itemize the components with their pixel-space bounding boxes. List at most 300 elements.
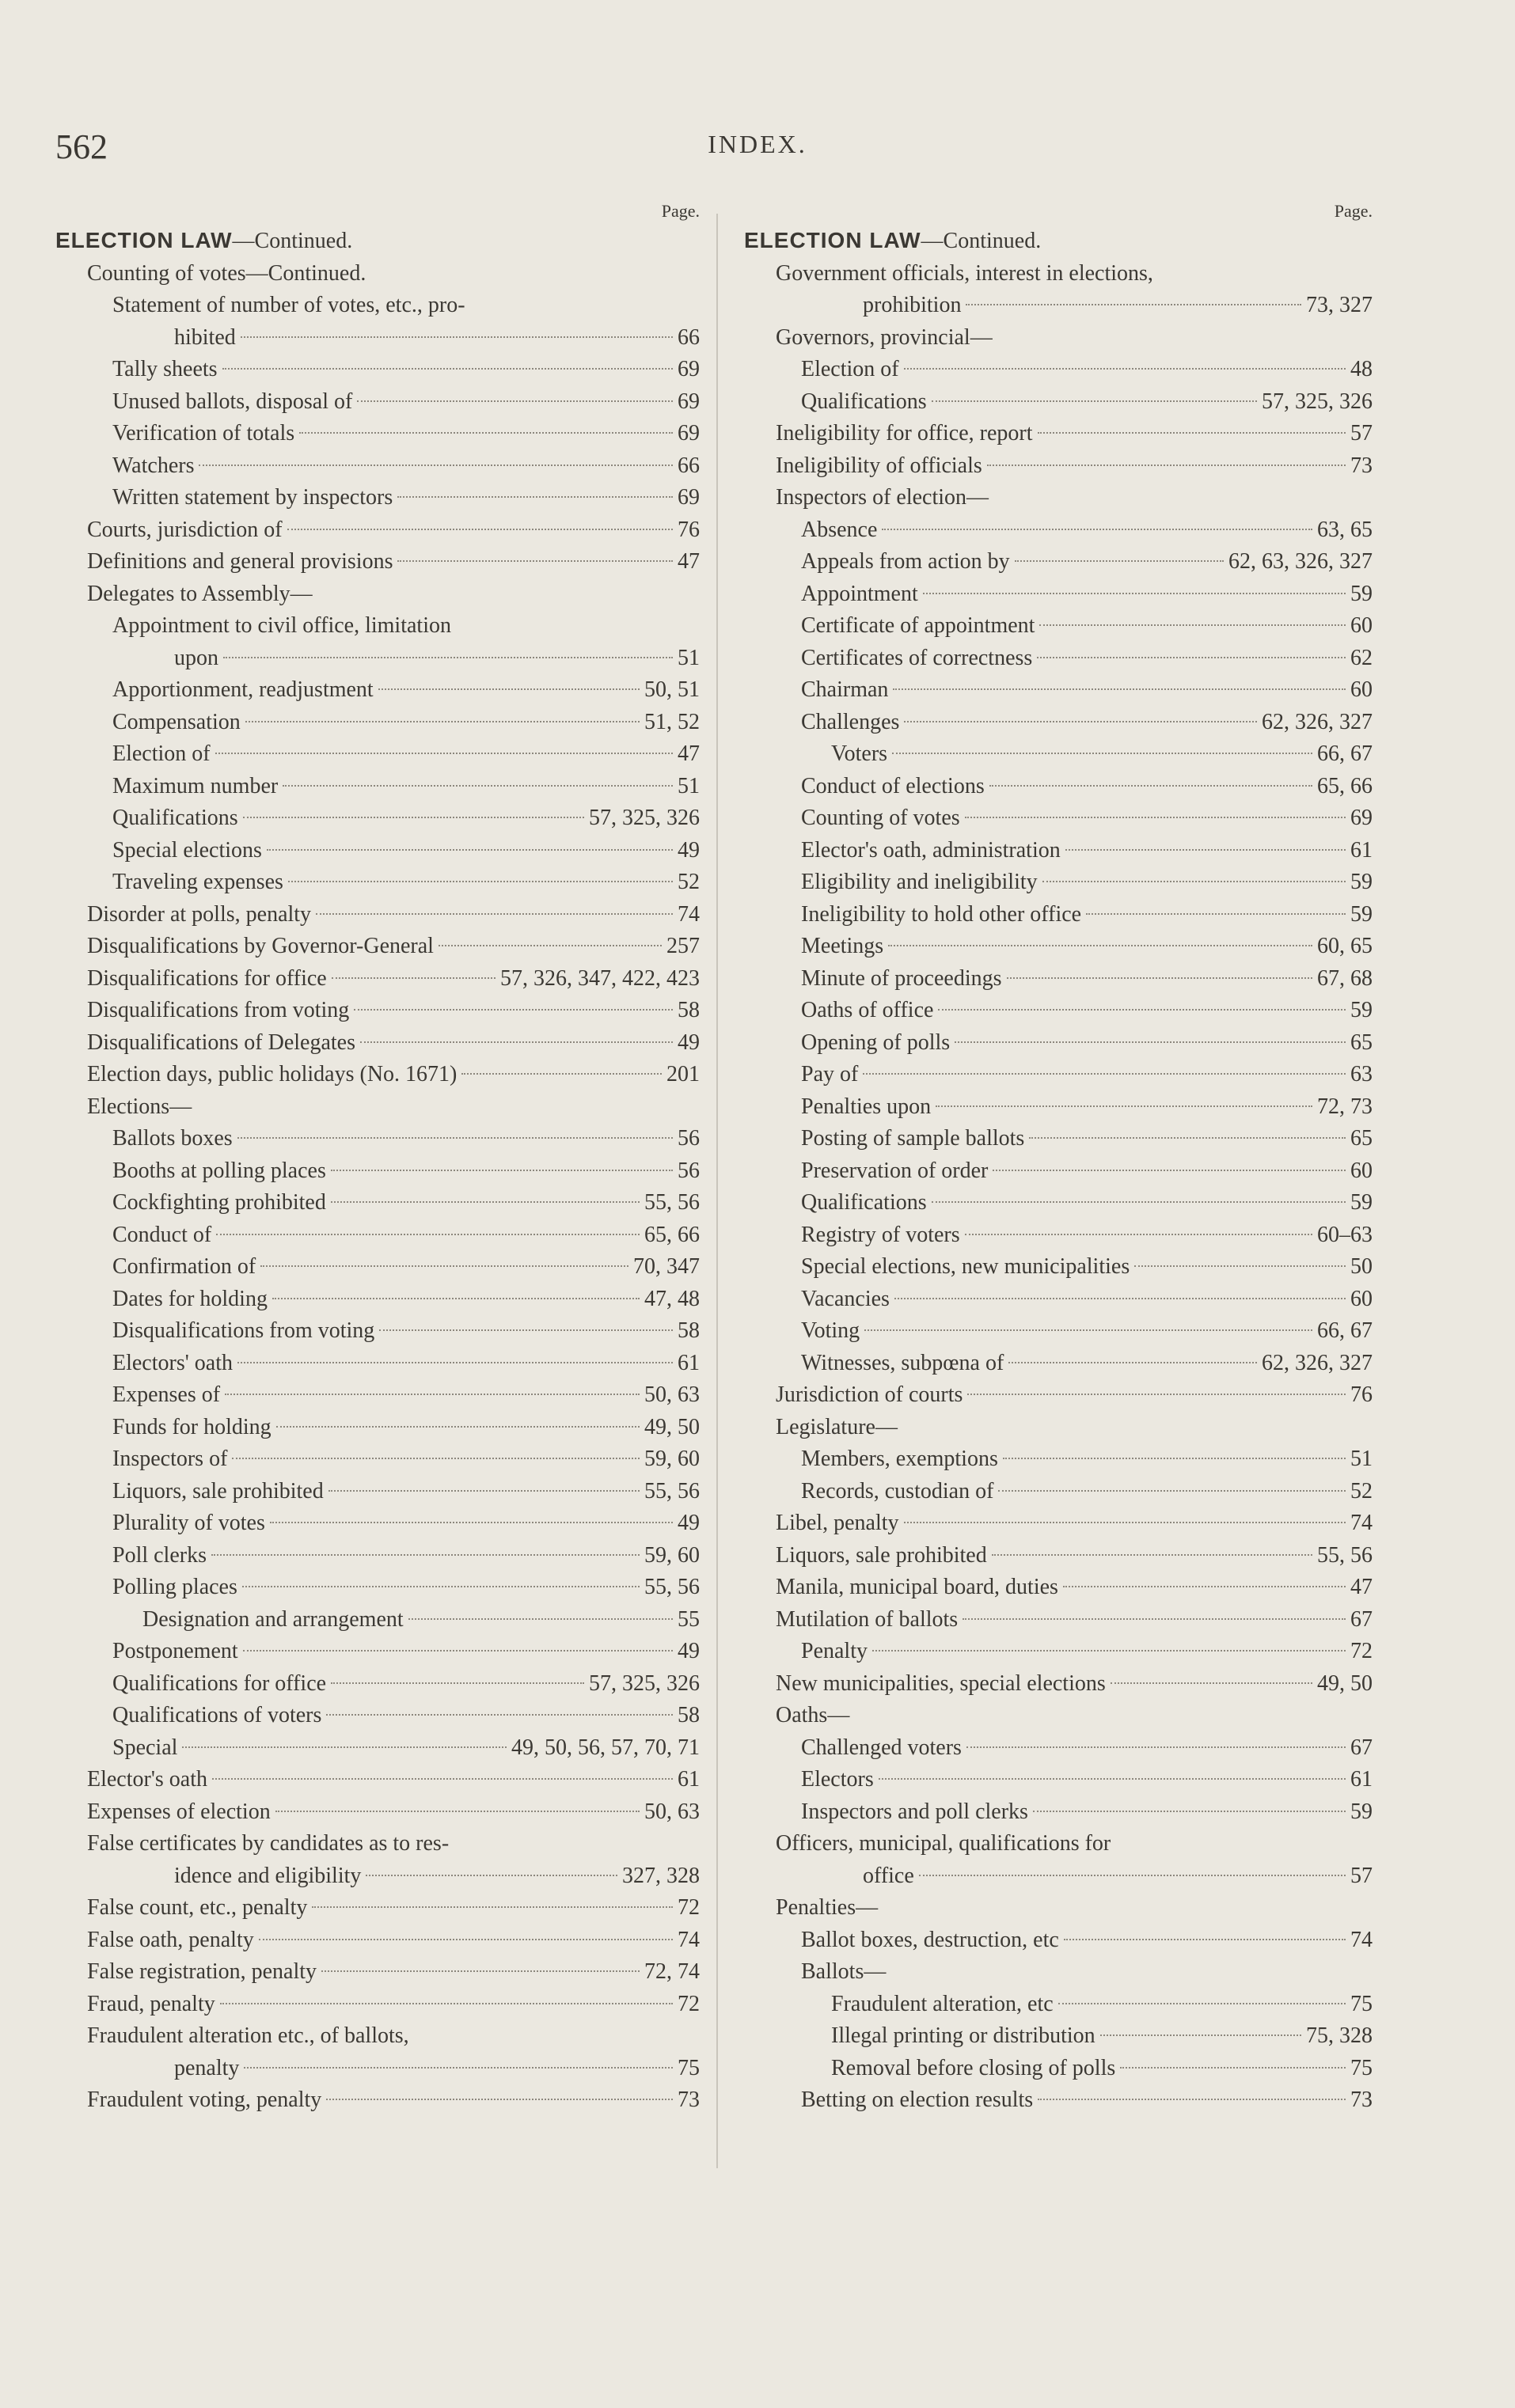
section-heading	[55, 225, 704, 258]
index-entry	[744, 1443, 1377, 1476]
dot-leader	[287, 529, 673, 530]
index-entry	[744, 290, 1377, 322]
index-entry-page: 49	[678, 837, 700, 863]
dot-leader	[232, 1458, 640, 1459]
index-entry	[55, 1732, 704, 1765]
index-entry	[55, 354, 704, 386]
index-entry-page: 73	[678, 2088, 700, 2112]
index-entry	[744, 450, 1377, 483]
index-entry-text: Registry of voters	[801, 1222, 960, 1247]
section-heading	[744, 225, 1377, 258]
page-number: 562	[55, 127, 108, 166]
index-entry-page: 60	[1350, 1286, 1373, 1311]
index-entry	[744, 1956, 1377, 1989]
index-entry-text: Expenses of	[112, 1382, 221, 1407]
dot-leader	[932, 400, 1257, 402]
dot-leader	[888, 945, 1312, 946]
index-column-left	[55, 198, 704, 2117]
index-entry-text: Removal before closing of polls	[831, 2055, 1116, 2080]
index-entry	[744, 1828, 1377, 1860]
dot-leader	[987, 465, 1346, 466]
index-entry	[55, 1764, 704, 1796]
index-entry	[55, 1251, 704, 1284]
index-entry	[55, 1796, 704, 1829]
index-entry-text: False oath, penalty	[87, 1927, 254, 1952]
index-entry-page: 66, 67	[1317, 741, 1373, 766]
index-entry-page: 63	[1350, 1062, 1373, 1086]
index-column-right	[744, 198, 1377, 2117]
index-entry-page: 57, 325, 326	[1262, 389, 1373, 414]
index-entry	[744, 931, 1377, 963]
dot-leader	[328, 1490, 640, 1492]
index-entry-page: 55, 56	[644, 1478, 700, 1504]
dot-leader	[408, 1618, 673, 1620]
index-entry-text: Special	[112, 1735, 178, 1760]
index-entry-text: Conduct of elections	[801, 773, 985, 798]
index-entry	[744, 1925, 1377, 1957]
index-entry	[744, 995, 1377, 1027]
index-entry	[55, 258, 704, 290]
index-entry	[55, 1219, 704, 1252]
dot-leader	[223, 657, 673, 658]
index-entry-page: 59	[1350, 901, 1373, 927]
index-entry	[744, 546, 1377, 578]
index-entry-page: 59, 60	[644, 1542, 700, 1568]
dot-leader	[904, 721, 1257, 722]
index-entry-page: 60–63	[1317, 1222, 1373, 1247]
index-entry-text: Cockfighting prohibited	[112, 1190, 326, 1215]
index-entry-text: Unused ballots, disposal of	[112, 389, 353, 414]
index-entry	[55, 1507, 704, 1540]
index-entry	[744, 1348, 1377, 1380]
index-entry	[55, 1476, 704, 1508]
index-entry-page: 62, 63, 326, 327	[1228, 549, 1373, 574]
index-entry	[55, 546, 704, 578]
dot-leader	[893, 688, 1346, 690]
index-entry	[55, 1700, 704, 1732]
index-entry-page: 60	[1350, 1158, 1373, 1183]
index-entry-text: Apportionment, readjustment	[112, 677, 374, 702]
index-entry-page: 74	[678, 1927, 700, 1952]
index-entry-text: prohibition	[863, 293, 962, 317]
index-entry-text: Oaths of office	[801, 998, 934, 1022]
index-entry	[55, 1636, 704, 1668]
dot-leader	[321, 1970, 640, 1972]
index-entries-left	[55, 258, 704, 2117]
index-entry	[55, 386, 704, 419]
index-entry-text: Absence	[801, 517, 878, 542]
dot-leader	[283, 785, 673, 787]
dot-leader	[892, 753, 1312, 754]
index-entry-page: 327, 328	[622, 1863, 700, 1888]
dot-leader	[863, 1073, 1346, 1075]
index-entry-text: Certificates of correctness	[801, 645, 1033, 670]
index-entry	[744, 1059, 1377, 1091]
dot-leader	[938, 1009, 1346, 1011]
dot-leader	[872, 1650, 1346, 1651]
dot-leader	[259, 1939, 673, 1940]
index-entry-text: Disorder at polls, penalty	[87, 901, 312, 927]
index-entry-text: Written statement by inspectors	[112, 485, 393, 510]
index-entry-text: Ineligibility of officials	[776, 453, 982, 478]
index-entry-page: 75	[1350, 2055, 1373, 2080]
index-entry-text: Courts, jurisdiction of	[87, 517, 283, 542]
index-entry-page: 57	[1350, 1863, 1373, 1888]
index-entry-page: 73	[1350, 2088, 1373, 2112]
index-entry-text: Appeals from action by	[801, 549, 1010, 574]
index-entry-page: 59	[1350, 1190, 1373, 1215]
index-entry-page: 59, 60	[644, 1447, 700, 1471]
index-entry-page: 61	[678, 1350, 700, 1375]
index-entry	[55, 1892, 704, 1925]
dot-leader	[326, 2099, 673, 2100]
index-entry-text: Traveling expenses	[112, 870, 283, 894]
dot-leader	[397, 560, 673, 562]
index-entry-page: 75, 328	[1306, 2023, 1373, 2048]
index-entry-page: 67, 68	[1317, 965, 1373, 991]
index-entry-page: 69	[678, 357, 700, 381]
dot-leader	[216, 1234, 640, 1235]
index-entry-text: Plurality of votes	[112, 1511, 265, 1535]
index-entry-text: Qualifications	[801, 389, 927, 414]
page-header	[0, 127, 1515, 174]
index-entry	[744, 482, 1377, 514]
index-entry-text: Compensation	[112, 709, 241, 734]
index-entry-page: 69	[1350, 806, 1373, 830]
index-entry-text: Special elections	[112, 837, 262, 863]
index-entry-text: Definitions and general provisions	[87, 549, 393, 574]
index-entry-text: Penalty	[801, 1639, 868, 1663]
index-entry-text: Government officials, interest in elections,	[776, 260, 1153, 286]
dot-leader	[1058, 2003, 1346, 2004]
index-entry-text: Tally sheets	[112, 357, 218, 381]
index-entry	[55, 899, 704, 931]
index-entry-page: 201	[666, 1062, 700, 1086]
dot-leader	[331, 1682, 584, 1684]
index-entry-text: Qualifications	[112, 806, 238, 830]
index-entry-text: Verification of totals	[112, 421, 295, 446]
index-entry-text: Witnesses, subpœna of	[801, 1350, 1004, 1375]
index-entry	[744, 322, 1377, 355]
dot-leader	[439, 945, 662, 946]
section-heading-suffix: —Continued.	[232, 229, 353, 253]
index-entry	[744, 1412, 1377, 1444]
index-entry	[55, 995, 704, 1027]
index-entry-text: Expenses of election	[87, 1799, 271, 1824]
index-entry-text: Oaths—	[776, 1703, 850, 1727]
index-entry-page: 72	[1350, 1639, 1373, 1663]
index-entry	[55, 1540, 704, 1572]
dot-leader	[879, 1778, 1346, 1780]
dot-leader	[245, 721, 640, 722]
dot-leader	[993, 1170, 1346, 1171]
index-entry	[744, 418, 1377, 450]
index-entry-text: Statement of number of votes, etc., pro-	[112, 293, 465, 317]
index-entry	[55, 1412, 704, 1444]
index-entry	[744, 738, 1377, 771]
dot-leader	[182, 1746, 507, 1748]
index-entry	[55, 450, 704, 483]
index-entry-text: Designation and arrangement	[142, 1606, 404, 1632]
dot-leader	[1063, 1586, 1346, 1587]
index-entry-text: Election of	[801, 357, 899, 381]
index-entry-text: Electors	[801, 1767, 874, 1792]
index-entry	[744, 771, 1377, 803]
index-entry-page: 73	[1350, 453, 1373, 478]
dot-leader	[932, 1201, 1346, 1203]
index-entry	[55, 771, 704, 803]
dot-leader	[357, 400, 673, 402]
index-entry-page: 67	[1350, 1735, 1373, 1760]
index-entry-page: 50, 51	[644, 677, 700, 702]
index-entry	[744, 899, 1377, 931]
index-entry-page: 67	[1350, 1606, 1373, 1632]
index-entry-text: Chairman	[801, 677, 889, 702]
index-entry-page: 56	[678, 1126, 700, 1151]
index-entry-page: 47, 48	[644, 1286, 700, 1311]
dot-leader	[276, 1426, 640, 1428]
index-entry-page: 59	[1350, 870, 1373, 894]
dot-leader	[894, 1298, 1346, 1299]
index-entry-page: 58	[678, 1703, 700, 1727]
index-entry-text: Penalties upon	[801, 1094, 932, 1119]
index-entry-text: Elector's oath	[87, 1767, 207, 1792]
index-entry-page: 59	[1350, 998, 1373, 1022]
index-entry-page: 49, 50, 56, 57, 70, 71	[511, 1735, 700, 1760]
index-entry-page: 74	[1350, 1511, 1373, 1535]
index-entry-text: Postponement	[112, 1639, 238, 1663]
index-entry	[55, 1828, 704, 1860]
dot-leader	[1086, 913, 1346, 915]
index-entry-page: 65, 66	[1317, 773, 1373, 798]
dot-leader	[272, 1298, 640, 1299]
index-entry	[744, 1284, 1377, 1316]
index-entry	[55, 290, 704, 322]
index-entry-page: 49	[678, 1639, 700, 1663]
index-entry-text: Liquors, sale prohibited	[112, 1478, 324, 1504]
index-entry	[55, 1187, 704, 1219]
running-head: INDEX.	[708, 130, 807, 158]
index-entry	[744, 674, 1377, 707]
index-entry	[55, 578, 704, 611]
dot-leader	[244, 2067, 673, 2069]
dot-leader	[222, 368, 673, 370]
index-entry-page: 55, 56	[644, 1190, 700, 1215]
index-entry-page: 65	[1350, 1126, 1373, 1151]
index-entry	[55, 1155, 704, 1188]
index-entry-page: 60	[1350, 613, 1373, 638]
dot-leader	[225, 1394, 640, 1395]
index-entry	[55, 514, 704, 547]
index-entry-page: 257	[666, 934, 700, 958]
index-entry-page: 57, 325, 326	[589, 806, 700, 830]
page-column-label: Page.	[661, 201, 700, 221]
index-entry-text: Disqualifications from voting	[87, 998, 350, 1022]
index-entry-text: Electors' oath	[112, 1350, 233, 1375]
dot-leader	[397, 496, 673, 498]
dot-leader	[919, 1875, 1346, 1876]
index-entry	[744, 963, 1377, 995]
index-entry	[55, 867, 704, 899]
index-entry-text: Jurisdiction of courts	[776, 1382, 963, 1407]
index-entry-page: 51, 52	[644, 709, 700, 734]
index-entry-text: Voting	[801, 1318, 860, 1343]
index-entry-page: 49	[678, 1030, 700, 1055]
dot-leader	[1033, 1811, 1346, 1812]
index-entry	[55, 1443, 704, 1476]
index-entry-page: 58	[678, 1318, 700, 1343]
dot-leader	[275, 1811, 640, 1812]
dot-leader	[378, 688, 640, 690]
index-entry-page: 52	[1350, 1478, 1373, 1504]
index-entry-text: New municipalities, special elections	[776, 1670, 1106, 1696]
index-entry-text: Meetings	[801, 934, 884, 958]
index-entry-text: Conduct of	[112, 1222, 212, 1247]
index-entry-text: Appointment to civil office, limitation	[112, 613, 451, 638]
dot-leader	[299, 432, 673, 434]
index-entry-text: False registration, penalty	[87, 1959, 317, 1984]
index-entry-page: 61	[1350, 1767, 1373, 1792]
index-entry-page: 70, 347	[633, 1254, 700, 1279]
index-entry-text: Ineligibility to hold other office	[801, 901, 1082, 927]
index-entry-text: Inspectors and poll clerks	[801, 1799, 1028, 1824]
index-entry	[744, 1379, 1377, 1412]
dot-leader	[241, 336, 673, 338]
index-entry-text: Dates for holding	[112, 1286, 268, 1311]
index-entry-text: Polling places	[112, 1575, 237, 1599]
index-entry	[55, 963, 704, 995]
index-entry-page: 50	[1350, 1254, 1373, 1279]
index-entry	[744, 258, 1377, 290]
index-entry	[744, 1315, 1377, 1348]
index-entry-page: 48	[1350, 357, 1373, 381]
dot-leader	[1029, 1137, 1346, 1139]
index-entry-page: 51	[678, 773, 700, 798]
dot-leader	[312, 1906, 673, 1908]
index-entry-text: Minute of proceedings	[801, 965, 1002, 991]
index-entry-page: 60	[1350, 677, 1373, 702]
dot-leader	[965, 1234, 1312, 1235]
index-entry-text: Posting of sample ballots	[801, 1126, 1025, 1151]
index-entry-text: hibited	[174, 324, 236, 350]
dot-leader	[989, 785, 1312, 787]
index-entry-page: 74	[678, 901, 700, 927]
dot-leader	[461, 1073, 662, 1075]
index-entry-page: 49, 50	[644, 1414, 700, 1439]
index-entry-text: Legislature—	[776, 1414, 898, 1439]
dot-leader	[1065, 849, 1346, 851]
index-entry	[744, 2020, 1377, 2053]
index-entry	[55, 418, 704, 450]
section-heading-bold: ELECTION LAW	[55, 228, 233, 252]
index-entry	[744, 707, 1377, 739]
dot-leader	[965, 817, 1346, 818]
index-entry-text: Libel, penalty	[776, 1511, 899, 1535]
section-heading-suffix: —Continued.	[921, 229, 1042, 253]
index-entry-text: Vacancies	[801, 1286, 890, 1311]
dot-leader	[242, 1586, 640, 1587]
dot-leader	[220, 2003, 673, 2004]
index-entry	[744, 1572, 1377, 1604]
dot-leader	[1008, 1362, 1257, 1363]
index-entry-page: 76	[678, 517, 700, 542]
index-entry	[55, 482, 704, 514]
index-entry-page: 61	[1350, 837, 1373, 863]
dot-leader	[992, 1554, 1312, 1556]
section-heading-bold: ELECTION LAW	[744, 228, 921, 252]
index-entry	[55, 802, 704, 835]
index-entry	[744, 1219, 1377, 1252]
index-entry	[744, 1604, 1377, 1636]
index-entry	[744, 867, 1377, 899]
index-entry	[744, 354, 1377, 386]
index-entry-text: Booths at polling places	[112, 1158, 326, 1183]
index-entry	[55, 1027, 704, 1060]
index-entry-text: Counting of votes—Continued.	[87, 260, 366, 286]
index-entry	[55, 1059, 704, 1091]
index-entry-page: 69	[678, 485, 700, 510]
dot-leader	[1003, 1458, 1346, 1459]
index-entry-text: Ineligibility for office, report	[776, 421, 1033, 446]
index-entry	[55, 931, 704, 963]
index-entry-text: Appointment	[801, 581, 918, 606]
index-entry-text: Challenges	[801, 709, 900, 734]
dot-leader	[288, 881, 673, 882]
dot-leader	[963, 1618, 1346, 1620]
dot-leader	[379, 1329, 673, 1331]
dot-leader	[270, 1522, 673, 1523]
index-entry-page: 58	[678, 998, 700, 1022]
dot-leader	[215, 753, 673, 754]
index-entry-text: Fraudulent alteration, etc	[831, 1991, 1054, 2016]
dot-leader	[966, 304, 1301, 305]
index-entry	[744, 1764, 1377, 1796]
index-entry	[55, 1860, 704, 1893]
index-entry-text: Maximum number	[112, 773, 279, 798]
index-entry	[55, 1315, 704, 1348]
index-entry-page: 75	[678, 2055, 700, 2080]
index-entry-text: Fraudulent voting, penalty	[87, 2088, 322, 2112]
index-entry-text: Eligibility and ineligibility	[801, 870, 1038, 894]
index-entry-page: 49, 50	[1317, 1670, 1373, 1696]
index-entry-page: 62, 326, 327	[1262, 1350, 1373, 1375]
index-entry	[55, 1379, 704, 1412]
dot-leader	[267, 849, 673, 851]
index-entry-text: Fraudulent alteration etc., of ballots,	[87, 2023, 409, 2048]
dot-leader	[1100, 2034, 1301, 2036]
index-entry	[55, 674, 704, 707]
index-entry	[55, 2084, 704, 2117]
index-entry	[744, 1860, 1377, 1893]
dot-leader	[904, 368, 1346, 370]
index-entry-page: 73, 327	[1306, 293, 1373, 317]
dot-leader	[366, 1875, 617, 1876]
dot-leader	[1037, 657, 1346, 658]
dot-leader	[1015, 560, 1224, 562]
index-entry-page: 47	[678, 549, 700, 574]
dot-leader	[243, 817, 584, 818]
index-entry-text: Qualifications for office	[112, 1670, 327, 1696]
index-entry	[744, 386, 1377, 419]
index-entry-page: 55	[678, 1606, 700, 1632]
dot-leader	[904, 1522, 1346, 1523]
dot-leader	[332, 977, 496, 979]
dot-leader	[998, 1490, 1346, 1492]
index-entry	[744, 1507, 1377, 1540]
index-entry-page: 57, 326, 347, 422, 423	[500, 965, 700, 991]
index-entry-text: Disqualifications from voting	[112, 1318, 375, 1343]
index-entry-page: 57, 325, 326	[589, 1670, 700, 1696]
